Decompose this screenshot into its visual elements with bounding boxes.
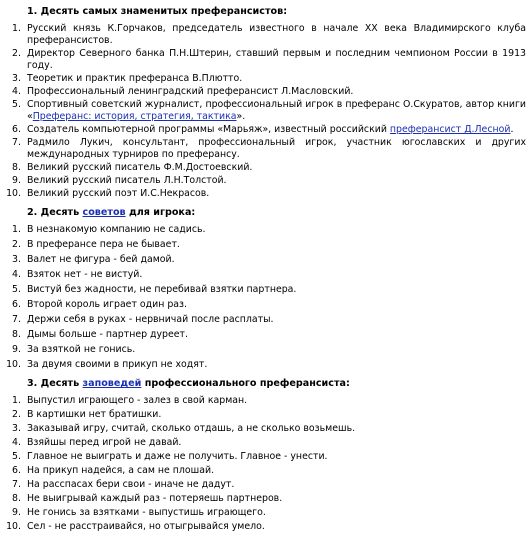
list-item-text-post: .: [510, 124, 514, 135]
list-item: [0, 437, 526, 449]
list-item: [0, 329, 526, 341]
list-item-text: Теоретик и практик преферанса В.Плютто.: [27, 73, 243, 84]
list-item: [0, 451, 526, 463]
section-2-title: [27, 206, 526, 219]
list-item-number: 3.: [12, 254, 21, 265]
list-item: [0, 48, 526, 72]
list-item-number: 5.: [12, 99, 21, 110]
book-link[interactable]: Преферанс: история, стратегия, тактика: [32, 111, 237, 122]
list-item-number: 8.: [12, 162, 21, 173]
list-item: [0, 124, 526, 136]
list-item-number: 6.: [12, 465, 21, 476]
list-item-number: 10.: [6, 188, 21, 199]
list-item: [0, 299, 526, 311]
list-item-text: Не выигрывай каждый раз - потеряешь партнеров.: [27, 493, 283, 504]
list-item-number: 1.: [12, 224, 21, 235]
section-1-title: [27, 5, 526, 18]
tips-link[interactable]: советов: [82, 207, 126, 218]
section-2-title-pre: 2. Десять: [27, 207, 83, 218]
list-item-text: Взяйшы перед игрой не давай.: [27, 437, 182, 448]
list-item: [0, 284, 526, 296]
list-item-text: В преферансе пера не бывает.: [27, 239, 180, 250]
list-item-number: 2.: [12, 409, 21, 420]
list-item-text: Держи себя в руках - нервничай после расплаты.: [27, 314, 274, 325]
list-item: [0, 23, 526, 47]
list-item-text: На прикуп надейся, а сам не плошай.: [27, 465, 215, 476]
list-item-number: 7.: [12, 137, 21, 148]
list-item-text: Вистуй без жадности, не перебивай взятки партнера.: [27, 284, 297, 295]
list-item: [0, 465, 526, 477]
list-item-text: Директор Северного банка П.Н.Штерин, ставший первым и последним чемпионом России в 1913 году.: [27, 48, 526, 71]
list-item-text-pre: Создатель компьютерной программы «Марьяж», известный российский: [27, 124, 390, 135]
list-item: [0, 188, 526, 200]
list-item-number: 3.: [12, 73, 21, 84]
list-item: [0, 73, 526, 85]
list-item-text: Второй король играет один раз.: [27, 299, 187, 310]
section-2-title-post: для игрока:: [125, 207, 196, 218]
list-item-text: Русский князь К.Горчаков, председатель известного в начале XX века Владимирского клуба преферансистов.: [27, 23, 526, 46]
list-item-number: 6.: [12, 299, 21, 310]
section-3-title: [27, 377, 526, 390]
list-item: [0, 314, 526, 326]
list-item-text: Взяток нет - не вистуй.: [27, 269, 143, 280]
list-item-number: 2.: [12, 239, 21, 250]
list-item-number: 10.: [6, 359, 21, 370]
list-item: [0, 162, 526, 174]
list-item-number: 9.: [12, 344, 21, 355]
list-item: [0, 86, 526, 98]
list-item: [0, 359, 526, 371]
list-item-text: За взяткой не гонись.: [27, 344, 136, 355]
list-item-number: 5.: [12, 284, 21, 295]
list-item: [0, 395, 526, 407]
list-item-text: Выпустил играющего - залез в свой карман.: [27, 395, 248, 406]
list-item-number: 8.: [12, 493, 21, 504]
list-item-number: 2.: [12, 48, 21, 59]
list-item-number: 4.: [12, 86, 21, 97]
list-item: [0, 224, 526, 236]
list-item: [0, 239, 526, 251]
list-item-text: Великий русский писатель Ф.М.Достоевский.: [27, 162, 253, 173]
list-item-text: Профессиональный ленинградский преферансист Л.Масловский.: [27, 86, 354, 97]
player-link[interactable]: преферансист Д.Лесной: [389, 124, 511, 135]
list-item: [0, 137, 526, 161]
list-item-text: В незнакомую компанию не садись.: [27, 224, 206, 235]
list-item-number: 7.: [12, 314, 21, 325]
section-2-list: [0, 224, 526, 371]
list-item-text: Дымы больше - партнер дуреет.: [27, 329, 188, 340]
list-item: [0, 254, 526, 266]
list-item-text: Радмило Лукич, консультант, профессиональный игрок, участник югославских и других международных турниров по преферансу.: [27, 137, 526, 160]
list-item-text: Главное не выиграть и даже не получить. Главное - унести.: [27, 451, 328, 462]
list-item: [0, 507, 526, 519]
list-item: [0, 423, 526, 435]
section-3-title-post: профессионального преферансиста:: [141, 378, 350, 389]
list-item-number: 10.: [6, 521, 21, 532]
list-item-text-pre: Спортивный советский журналист, профессиональный игрок в преферанс О.Скуратов, автор книги «: [27, 99, 526, 122]
list-item-text: Сел - не расстраивайся, но отыгрывайся умело.: [27, 521, 265, 532]
list-item-text: За двумя своими в прикуп не ходят.: [27, 359, 208, 370]
list-item-text: Не гонись за взятками - выпустишь играющего.: [27, 507, 266, 518]
list-item: [0, 344, 526, 356]
commandments-link[interactable]: заповедей: [82, 378, 142, 389]
list-item-text: Заказывай игру, считай, сколько отдашь, а не сколько возьмешь.: [27, 423, 356, 434]
list-item: [0, 99, 526, 123]
list-item-text: Великий русский поэт И.С.Некрасов.: [27, 188, 210, 199]
list-item: [0, 269, 526, 281]
list-item-text: Валет не фигура - бей дамой.: [27, 254, 175, 265]
list-item-number: 4.: [12, 437, 21, 448]
list-item-number: 4.: [12, 269, 21, 280]
list-item-number: 1.: [12, 23, 21, 34]
list-item-number: 7.: [12, 479, 21, 490]
list-item: [0, 175, 526, 187]
list-item: [0, 479, 526, 491]
list-item: [0, 493, 526, 505]
list-item-number: 3.: [12, 423, 21, 434]
list-item: [0, 521, 526, 533]
list-item-text: Великий русский писатель Л.Н.Толстой.: [27, 175, 227, 186]
list-item-number: 9.: [12, 507, 21, 518]
list-item-number: 8.: [12, 329, 21, 340]
list-item: [0, 409, 526, 421]
list-item-number: 6.: [12, 124, 21, 135]
section-1-list: [0, 23, 526, 200]
list-item-number: 1.: [12, 395, 21, 406]
list-item-text: На расспасах бери свои - иначе не дадут.: [27, 479, 235, 490]
section-3-list: [0, 395, 526, 533]
list-item-text: В картишки нет братишки.: [27, 409, 162, 420]
list-item-number: 5.: [12, 451, 21, 462]
list-item-number: 9.: [12, 175, 21, 186]
list-item-text-post: ».: [236, 111, 246, 122]
section-3-title-pre: 3. Десять: [27, 378, 83, 389]
section-1-title-text: 1. Десять самых знаменитых преферансистов:: [27, 6, 288, 17]
